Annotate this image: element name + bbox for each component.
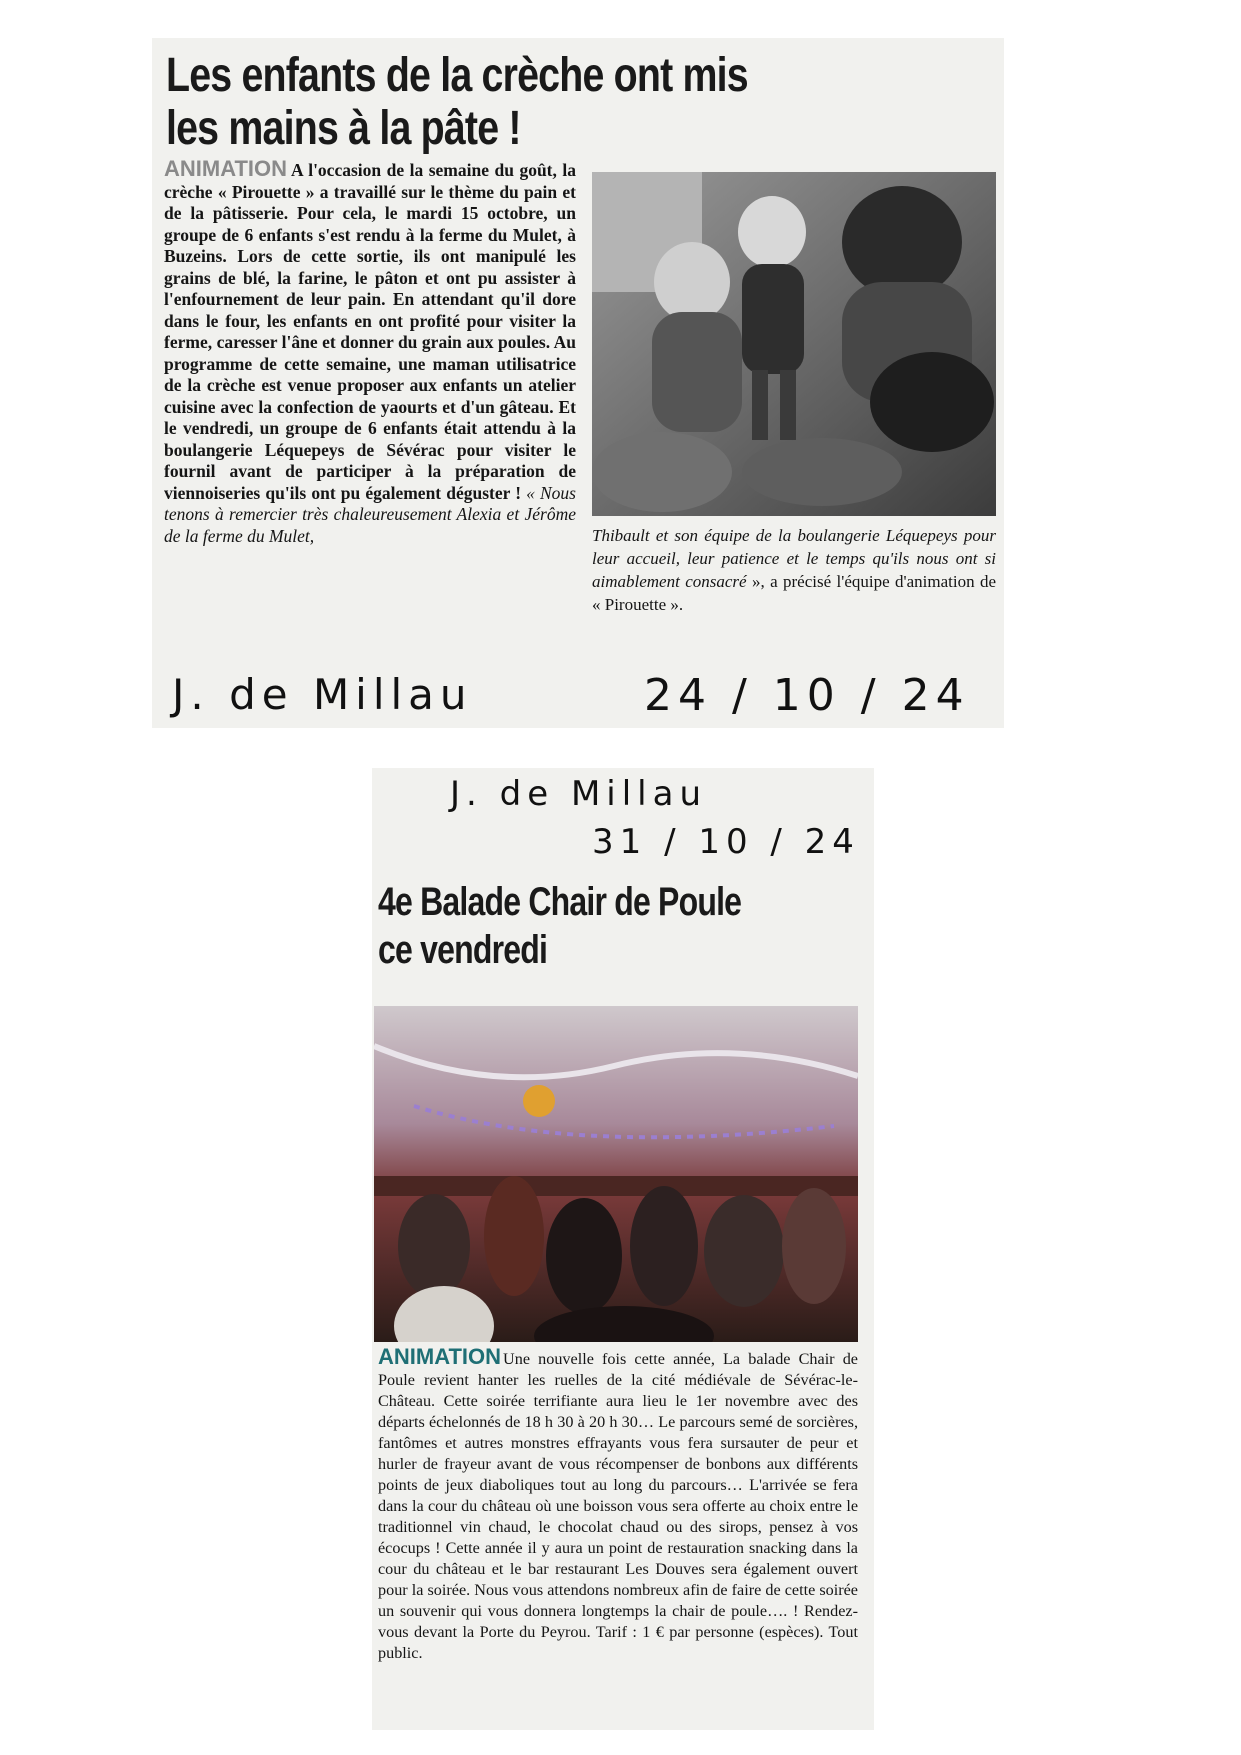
article1-body-p2: , un groupe de 6 enfants s'est rendu à la ferme du Mulet, à Buzeins. Lors de cette sortie, ils ont manipulé les grains de blé, la farine, le pâton et ont pu assister à l'enfournement de leur pain. En attendant qu'il dore dans le four, les enfants en ont profité pour visiter la ferme, caresser l'âne et donner du grain aux poules. Au programme de cette semaine, une maman utilisatrice de la crèche est venue proposer aux enfants un atelier cuisine avec la confection de yaourts et d'un gâteau. Et le vendredi, un groupe de 6 enfants était attendu à la boulangerie Léquepeys de Sévérac pour visiter le fournil avant de participer à la préparation de viennoiseries qu'ils ont pu également déguster ! [164, 203, 576, 503]
article2-photo-halloween-crowd [374, 1006, 858, 1342]
article1-handwritten-source: J. de Millau [172, 670, 473, 719]
article1-kicker: ANIMATION [164, 158, 288, 181]
children-photo-illustration [592, 172, 996, 516]
article1-photo-children-bakery [592, 172, 996, 516]
article2-body [378, 1346, 858, 1724]
article1-body-p1: A l'occasion de la semaine du goût, la crèche « Pirouette » a travaillé sur le thème du pain et de la pâtisserie. Pour cela, le [164, 160, 576, 223]
article2-handwritten-source: J. de Millau [450, 774, 708, 814]
article1-caption-end: », a précisé l'équipe d'animation de « Pirouette ». [592, 572, 997, 614]
crowd-photo-illustration [374, 1006, 858, 1342]
article2-handwritten-date: 31 / 10 / 24 [592, 822, 860, 862]
article1-body [164, 158, 576, 678]
article1-body-quote: « Nous tenons à remercier très chaleureusement Alexia et Jérôme de la ferme du Mulet, [164, 482, 576, 546]
article2-headline-line2: ce vendredi [378, 928, 548, 972]
clipping-balade-article [372, 768, 874, 1730]
article1-handwritten-date: 24 / 10 / 24 [644, 670, 970, 721]
article2-headline-line1: 4e Balade Chair de Poule [378, 880, 742, 924]
article1-body-date: mardi 15 octobre [406, 203, 544, 223]
article2-body-text: Une nouvelle fois cette année, La balade Chair de Poule revient hanter les ruelles de la cité médiévale de Sévérac-le-Château. Cette soirée terrifiante aura lieu le 1er novembre avec des départs échelonnés de 18 h 30 à 20 h 30… Le parcours semé de sorcières, fantômes et autres monstres effrayants vous fera sursauter de peur et hurler de frayeur avant de vous récompenser de bonbons aux différents points de jeux diaboliques tout au long du parcours… L'arrivée se fera dans la cour du château où une boisson vous sera offerte au choix entre le traditionnel vin chaud, le chocolat chaud ou des sirops, pensez à vos écocups ! Cette année il y aura un point de restauration snacking dans la cour du château et le bar restaurant Les Douves sera également ouvert pour la soirée. Nous vous attendons nombreux afin de faire de cette soirée un souvenir qui vous donnera longtemps la chair de poule…. ! Rendez-vous devant la Porte du Peyrou. Tarif : 1 € par personne (espèces). Tout public. [378, 1350, 858, 1662]
article1-caption [592, 524, 996, 616]
article1-headline-line2: les mains à la pâte ! [166, 102, 521, 155]
article1-caption-quote: Thibault et son équipe de la boulangerie Léquepeys pour leur accueil, leur patience et le temps qu'ils nous ont si aimablement consacré [592, 526, 996, 591]
article2-kicker: ANIMATION [378, 1346, 502, 1369]
clipping-creche-article [152, 38, 1004, 728]
article1-headline-line1: Les enfants de la crèche ont mis [166, 49, 748, 102]
